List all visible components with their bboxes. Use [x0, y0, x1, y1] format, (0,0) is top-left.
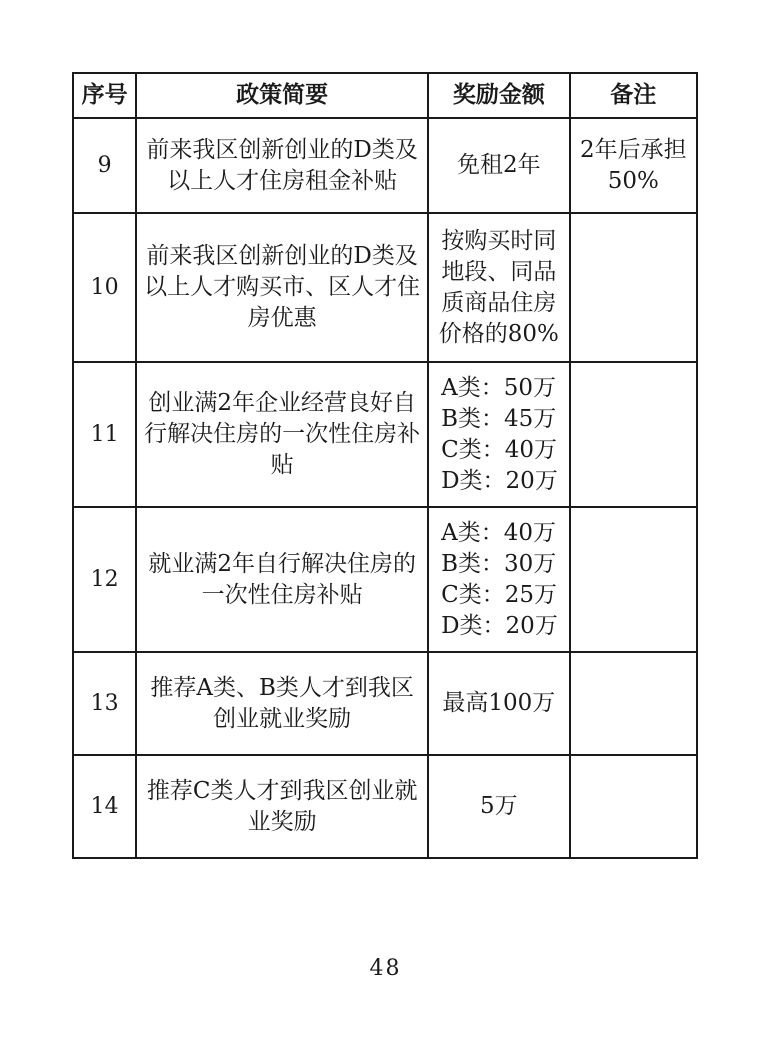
row-amount	[428, 507, 569, 652]
row-summary: 前来我区创新创业的D类及以上人才住房租金补贴	[136, 118, 428, 213]
amount-line: B类：45万	[441, 405, 557, 432]
header-summary: 政策简要	[136, 73, 428, 118]
header-amount: 奖励金额	[428, 73, 569, 118]
row-no: 10	[73, 213, 136, 362]
amount-line: D类：20万	[441, 612, 558, 639]
header-no: 序号	[73, 73, 136, 118]
row-summary: 前来我区创新创业的D类及以上人才购买市、区人才住房优惠	[136, 213, 428, 362]
amount-line: 按购买时同地段、同品质商品住房价格的80%	[438, 227, 559, 347]
row-note	[570, 362, 697, 507]
row-no: 11	[73, 362, 136, 507]
table-row	[73, 362, 697, 507]
row-amount	[428, 213, 569, 362]
table-header-row	[73, 73, 697, 118]
table-row	[73, 507, 697, 652]
policy-table	[72, 72, 698, 859]
row-note	[570, 507, 697, 652]
row-note: 2年后承担50%	[570, 118, 697, 213]
amount-line: C类：25万	[441, 581, 557, 608]
row-summary: 推荐C类人才到我区创业就业奖励	[136, 755, 428, 858]
amount-line: 5万	[480, 793, 518, 819]
row-note	[570, 755, 697, 858]
row-no: 14	[73, 755, 136, 858]
table-row	[73, 213, 697, 362]
row-summary: 推荐A类、B类人才到我区创业就业奖励	[136, 652, 428, 755]
amount-line: C类：40万	[441, 436, 557, 463]
amount-line: 最高100万	[442, 690, 556, 716]
row-note	[570, 213, 697, 362]
row-amount	[428, 118, 569, 213]
table-row	[73, 652, 697, 755]
row-amount	[428, 362, 569, 507]
row-no: 12	[73, 507, 136, 652]
amount-line: D类：20万	[441, 467, 558, 494]
table-row	[73, 118, 697, 213]
row-note	[570, 652, 697, 755]
row-no: 9	[73, 118, 136, 213]
amount-line: A类：50万	[441, 374, 556, 401]
row-summary: 就业满2年自行解决住房的一次性住房补贴	[136, 507, 428, 652]
amount-line: A类：40万	[441, 519, 556, 546]
amount-line: 免租2年	[457, 152, 541, 178]
amount-line: B类：30万	[441, 550, 557, 577]
row-summary: 创业满2年企业经营良好自行解决住房的一次性住房补贴	[136, 362, 428, 507]
header-note: 备注	[570, 73, 697, 118]
row-no: 13	[73, 652, 136, 755]
row-amount	[428, 755, 569, 858]
page-number: 48	[369, 956, 402, 981]
row-amount	[428, 652, 569, 755]
table-row	[73, 755, 697, 858]
